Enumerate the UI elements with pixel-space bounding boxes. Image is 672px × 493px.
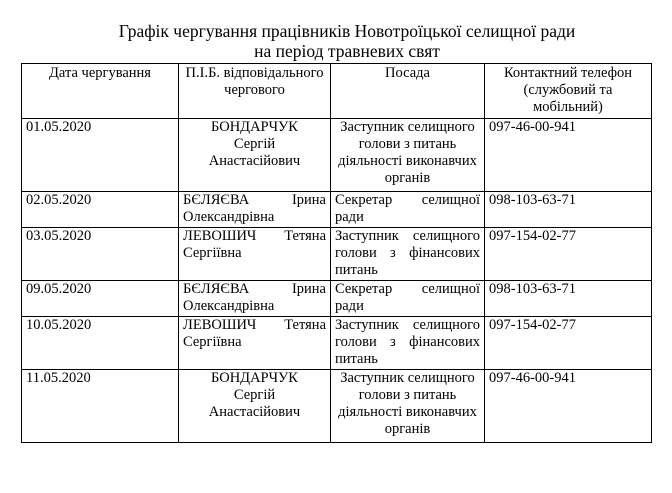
person-patronymic: Анастасійович (208, 153, 301, 169)
duty-person: БЄЛЯЄВА Ірина Олександрівна (179, 192, 331, 228)
duty-person: ЛЕВОШИЧ Тетяна Сергіївна (179, 228, 331, 281)
header-phone: Контактний телефон (службовий та мобільний) (485, 64, 652, 119)
duty-position: Заступник селищного голови з фінансових питань (331, 317, 485, 370)
person-surname: БОНДАРЧУК (211, 370, 298, 386)
table-row (22, 370, 652, 443)
duty-position: Заступник селищного голови з питань діяльності виконавчих органів (331, 119, 485, 192)
duty-person (179, 119, 331, 192)
duty-phone: 097-46-00-941 (485, 370, 652, 443)
duty-person: ЛЕВОШИЧ Тетяна Сергіївна (179, 317, 331, 370)
duty-position: Заступник селищного голови з фінансових питань (331, 228, 485, 281)
duty-position: Секретар селищної ради (331, 192, 485, 228)
table-row (22, 228, 652, 281)
title-line-1: Графік чергування працівників Новотроїцької селищної ради (118, 21, 576, 41)
duty-person (179, 370, 331, 443)
duty-phone: 097-46-00-941 (485, 119, 652, 192)
person-surname: БОНДАРЧУК (211, 119, 298, 135)
header-date: Дата чергування (22, 64, 179, 119)
duty-schedule-table (21, 63, 652, 443)
header-name: П.І.Б. відповідального чергового (179, 64, 331, 119)
duty-position: Заступник селищного голови з питань діяльності виконавчих органів (331, 370, 485, 443)
table-row (22, 119, 652, 192)
duty-date: 03.05.2020 (22, 228, 179, 281)
duty-person: БЄЛЯЄВА Ірина Олександрівна (179, 281, 331, 317)
duty-phone: 097-154-02-77 (485, 317, 652, 370)
duty-date: 10.05.2020 (22, 317, 179, 370)
duty-phone: 098-103-63-71 (485, 192, 652, 228)
duty-date: 11.05.2020 (22, 370, 179, 443)
table-row (22, 317, 652, 370)
person-first-name: Сергій (233, 136, 276, 152)
duty-phone: 097-154-02-77 (485, 228, 652, 281)
duty-position: Секретар селищної ради (331, 281, 485, 317)
duty-phone: 098-103-63-71 (485, 281, 652, 317)
table-row (22, 281, 652, 317)
person-patronymic: Анастасійович (208, 404, 301, 420)
table-header-row (22, 64, 652, 119)
table-row (22, 192, 652, 228)
document-title (0, 21, 672, 61)
duty-date: 02.05.2020 (22, 192, 179, 228)
title-line-2: на період травневих свят (254, 41, 440, 61)
duty-date: 01.05.2020 (22, 119, 179, 192)
duty-date: 09.05.2020 (22, 281, 179, 317)
header-position: Посада (331, 64, 485, 119)
person-first-name: Сергій (233, 387, 276, 403)
